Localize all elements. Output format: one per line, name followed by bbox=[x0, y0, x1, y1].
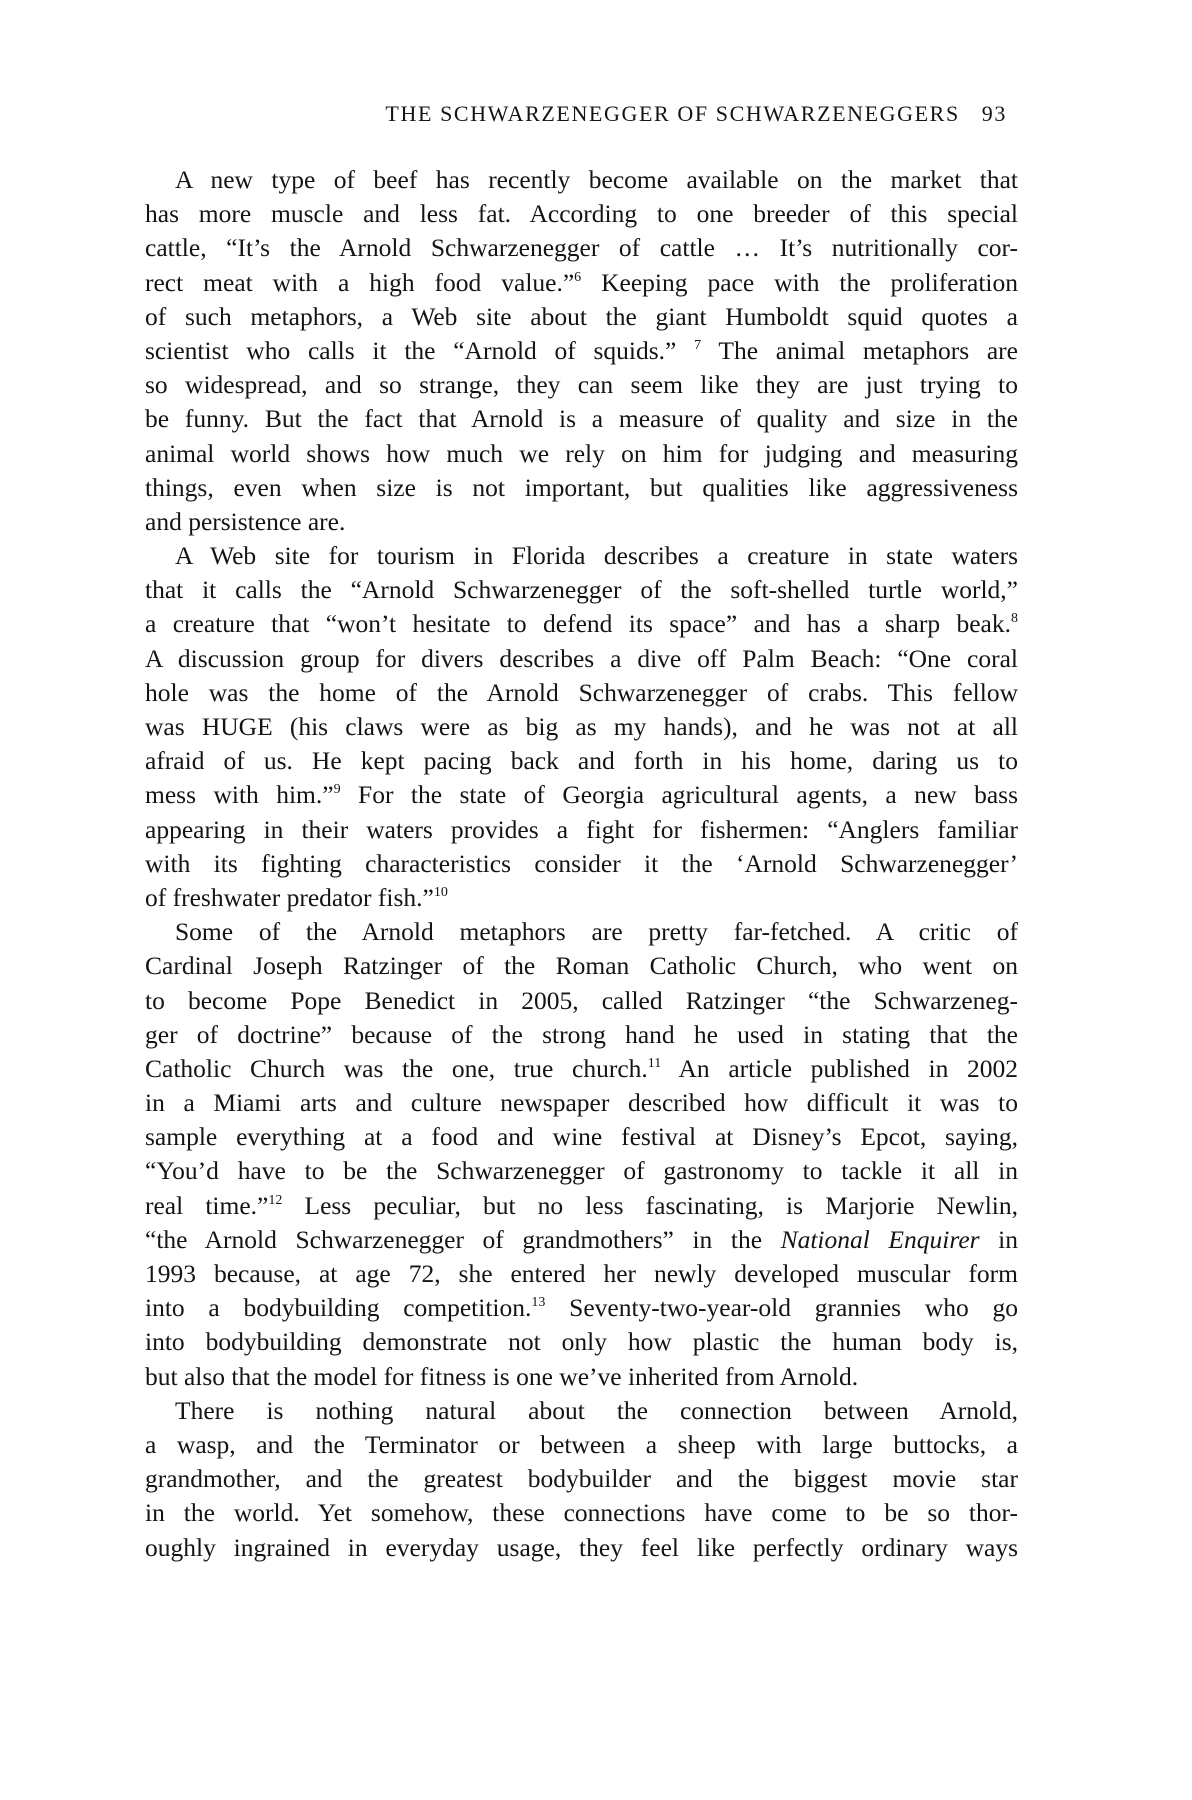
footnote-marker: 9 bbox=[333, 782, 341, 798]
line-text-continued: An article published in 2002 bbox=[661, 1053, 1018, 1083]
footnote-marker: 6 bbox=[574, 269, 582, 285]
running-head-title: THE SCHWARZENEGGER OF SCHWARZENEGGERS bbox=[385, 101, 960, 126]
text-line bbox=[145, 1462, 1018, 1496]
text-line-content bbox=[145, 642, 1018, 676]
text-line-content bbox=[145, 300, 1018, 334]
line-text: of such metaphors, a Web site about the giant Humboldt squid quotes a bbox=[145, 301, 1018, 331]
text-line-content bbox=[145, 573, 1018, 607]
text-line bbox=[145, 1360, 1018, 1394]
text-line bbox=[145, 1189, 1018, 1223]
line-text: 1993 because, at age 72, she entered her newly developed muscular form bbox=[145, 1259, 1018, 1288]
line-text: A discussion group for divers describes a dive off Palm Beach: “One coral bbox=[145, 643, 1018, 673]
line-text: be funny. But the fact that Arnold is a measure of quality and size in the bbox=[145, 404, 1018, 434]
text-line bbox=[145, 1052, 1018, 1086]
text-line-content bbox=[145, 847, 1018, 881]
line-text: into bodybuilding demonstrate not only how plastic the human body is, bbox=[145, 1327, 1018, 1357]
line-text-continued: The animal metaphors are bbox=[701, 335, 1018, 365]
text-line-content bbox=[145, 1531, 1018, 1565]
line-text: animal world shows how much we rely on him for judging and measuring bbox=[145, 438, 1018, 468]
line-text: grandmother, and the greatest bodybuilder and the biggest movie star bbox=[145, 1464, 1018, 1494]
text-line bbox=[145, 197, 1018, 231]
text-line-content bbox=[145, 1462, 1018, 1496]
line-text: Cardinal Joseph Ratzinger of the Roman Catholic Church, who went on bbox=[145, 951, 1018, 981]
text-line bbox=[145, 607, 1018, 641]
text-line-content bbox=[145, 197, 1018, 231]
text-line bbox=[145, 676, 1018, 710]
text-line bbox=[145, 1086, 1018, 1120]
text-line bbox=[145, 1120, 1018, 1154]
text-line bbox=[145, 813, 1018, 847]
text-line bbox=[145, 1223, 1018, 1257]
text-line-content bbox=[145, 1018, 1018, 1052]
text-line-content bbox=[175, 539, 1018, 573]
text-line-content bbox=[145, 471, 1018, 505]
text-line-content bbox=[145, 1120, 1018, 1154]
text-line-content bbox=[145, 813, 1018, 847]
text-line bbox=[145, 847, 1018, 881]
line-text: Some of the Arnold metaphors are pretty far-fetched. A critic of bbox=[175, 917, 1018, 947]
line-text: mess with him.” bbox=[145, 780, 334, 810]
text-line bbox=[145, 334, 1018, 368]
text-line bbox=[145, 368, 1018, 402]
line-text-continued: For the state of Georgia agricultural agents, a new bass bbox=[340, 780, 1018, 810]
text-line bbox=[145, 471, 1018, 505]
text-line bbox=[145, 949, 1018, 983]
line-text-continued: Keeping pace with the proliferation bbox=[581, 267, 1018, 297]
text-line-content bbox=[145, 1428, 1018, 1462]
text-line-content bbox=[145, 778, 1018, 812]
line-text: a creature that “won’t hesitate to defend its space” and has a sharp beak. bbox=[145, 609, 1011, 639]
text-line bbox=[145, 1291, 1018, 1325]
body-text bbox=[145, 163, 1018, 1565]
text-line bbox=[145, 1325, 1018, 1359]
line-text: in the world. Yet somehow, these connections have come to be so thor- bbox=[145, 1498, 1018, 1528]
text-line-content bbox=[145, 231, 1018, 265]
text-line-content bbox=[145, 984, 1018, 1018]
line-text: appearing in their waters provides a fight for fishermen: “Anglers familiar bbox=[145, 814, 1018, 844]
text-line-content bbox=[145, 710, 1018, 744]
running-head bbox=[150, 99, 1007, 129]
text-line bbox=[145, 1154, 1018, 1188]
line-text: that it calls the “Arnold Schwarzenegger of the soft-shelled turtle world,” bbox=[145, 575, 1018, 605]
text-line-content bbox=[145, 949, 1018, 983]
text-line bbox=[145, 881, 1018, 915]
text-line bbox=[145, 915, 1018, 949]
text-line-content bbox=[145, 1325, 1018, 1359]
text-line bbox=[145, 1428, 1018, 1462]
text-line-content bbox=[145, 402, 1018, 436]
line-text: with its fighting characteristics consider it the ‘Arnold Schwarzenegger’ bbox=[145, 848, 1018, 878]
footnote-marker: 7 bbox=[694, 337, 702, 353]
line-text-continued: in bbox=[979, 1224, 1018, 1254]
footnote-marker: 11 bbox=[647, 1055, 662, 1071]
footnote-marker: 12 bbox=[268, 1192, 283, 1208]
line-text: to become Pope Benedict in 2005, called Ratzinger “the Schwarzeneg- bbox=[145, 985, 1018, 1015]
line-text: A new type of beef has recently become available on the market that bbox=[175, 165, 1018, 194]
footnote-marker: 13 bbox=[531, 1295, 546, 1311]
text-line-content bbox=[145, 1291, 1018, 1325]
text-line bbox=[145, 539, 1018, 573]
text-line bbox=[145, 573, 1018, 607]
line-text: in a Miami arts and culture newspaper described how difficult it was to bbox=[145, 1088, 1018, 1118]
line-text: rect meat with a high food value.” bbox=[145, 267, 575, 297]
text-line-content bbox=[145, 1154, 1018, 1188]
text-line bbox=[145, 778, 1018, 812]
line-text-continued: Seventy-two-year-old grannies who go bbox=[545, 1293, 1018, 1323]
line-text: real time.” bbox=[145, 1190, 269, 1220]
line-text: and persistence are. bbox=[145, 506, 346, 536]
text-line-content bbox=[145, 1360, 1018, 1394]
line-text: sample everything at a food and wine festival at Disney’s Epcot, saying, bbox=[145, 1122, 1018, 1152]
text-line-content bbox=[145, 437, 1018, 471]
text-line bbox=[145, 402, 1018, 436]
text-line bbox=[145, 505, 1018, 539]
text-line bbox=[145, 710, 1018, 744]
line-text: There is nothing natural about the connection between Arnold, bbox=[175, 1395, 1018, 1425]
line-text: has more muscle and less fat. According to one breeder of this special bbox=[145, 199, 1018, 229]
text-line-content bbox=[145, 368, 1018, 402]
line-text: a wasp, and the Terminator or between a sheep with large buttocks, a bbox=[145, 1429, 1018, 1459]
text-line bbox=[145, 163, 1018, 197]
line-text: afraid of us. He kept pacing back and forth in his home, daring us to bbox=[145, 746, 1018, 776]
line-text: so widespread, and so strange, they can seem like they are just trying to bbox=[145, 370, 1018, 400]
italic-title: National Enquirer bbox=[780, 1224, 980, 1254]
line-text: Catholic Church was the one, true church. bbox=[145, 1053, 648, 1083]
line-text: A Web site for tourism in Florida describes a creature in state waters bbox=[175, 541, 1018, 571]
line-text: oughly ingrained in everyday usage, they feel like perfectly ordinary ways bbox=[145, 1532, 1018, 1562]
line-text: “You’d have to be the Schwarzenegger of gastronomy to tackle it all in bbox=[145, 1156, 1018, 1186]
text-line-content bbox=[145, 881, 1018, 915]
text-line-content bbox=[145, 334, 1018, 368]
text-line bbox=[145, 300, 1018, 334]
text-line-content bbox=[145, 1086, 1018, 1120]
footnote-marker: 10 bbox=[433, 884, 448, 900]
line-text-continued: Less peculiar, but no less fascinating, is Marjorie Newlin, bbox=[282, 1190, 1018, 1220]
text-line bbox=[145, 231, 1018, 265]
text-line bbox=[145, 1018, 1018, 1052]
line-text: was HUGE (his claws were as big as my hands), and he was not at all bbox=[145, 712, 1018, 741]
text-line bbox=[145, 1496, 1018, 1530]
text-line-content bbox=[175, 163, 1018, 197]
line-text: of freshwater predator fish.” bbox=[145, 882, 434, 912]
text-line bbox=[145, 1394, 1018, 1428]
text-line-content bbox=[145, 505, 1018, 539]
text-line-content bbox=[145, 607, 1018, 641]
text-line-content bbox=[145, 1223, 1018, 1257]
text-line bbox=[145, 266, 1018, 300]
text-line-content bbox=[175, 915, 1018, 949]
text-line-content bbox=[145, 744, 1018, 778]
text-line-content bbox=[145, 1496, 1018, 1530]
line-text: scientist who calls it the “Arnold of squids.” bbox=[145, 335, 695, 365]
line-text: ger of doctrine” because of the strong hand he used in stating that the bbox=[145, 1019, 1018, 1049]
line-text: into a bodybuilding competition. bbox=[145, 1293, 532, 1323]
text-line-content bbox=[145, 266, 1018, 300]
text-line-content bbox=[145, 1052, 1018, 1086]
text-line bbox=[145, 1531, 1018, 1565]
text-line-content bbox=[145, 1257, 1018, 1291]
page-number: 93 bbox=[981, 101, 1007, 126]
text-line-content bbox=[145, 1189, 1018, 1223]
text-line bbox=[145, 1257, 1018, 1291]
footnote-marker: 8 bbox=[1011, 611, 1018, 627]
line-text: “the Arnold Schwarzenegger of grandmothers” in the bbox=[145, 1224, 781, 1254]
text-line bbox=[145, 642, 1018, 676]
text-line-content bbox=[145, 676, 1018, 710]
text-line bbox=[145, 744, 1018, 778]
line-text: things, even when size is not important, but qualities like aggressiveness bbox=[145, 472, 1018, 502]
text-line-content bbox=[175, 1394, 1018, 1428]
line-text: but also that the model for fitness is one we’ve inherited from Arnold. bbox=[145, 1361, 859, 1391]
line-text: hole was the home of the Arnold Schwarzenegger of crabs. This fellow bbox=[145, 677, 1018, 707]
text-line bbox=[145, 984, 1018, 1018]
line-text: cattle, “It’s the Arnold Schwarzenegger of cattle … It’s nutritionally cor- bbox=[145, 233, 1018, 263]
text-line bbox=[145, 437, 1018, 471]
